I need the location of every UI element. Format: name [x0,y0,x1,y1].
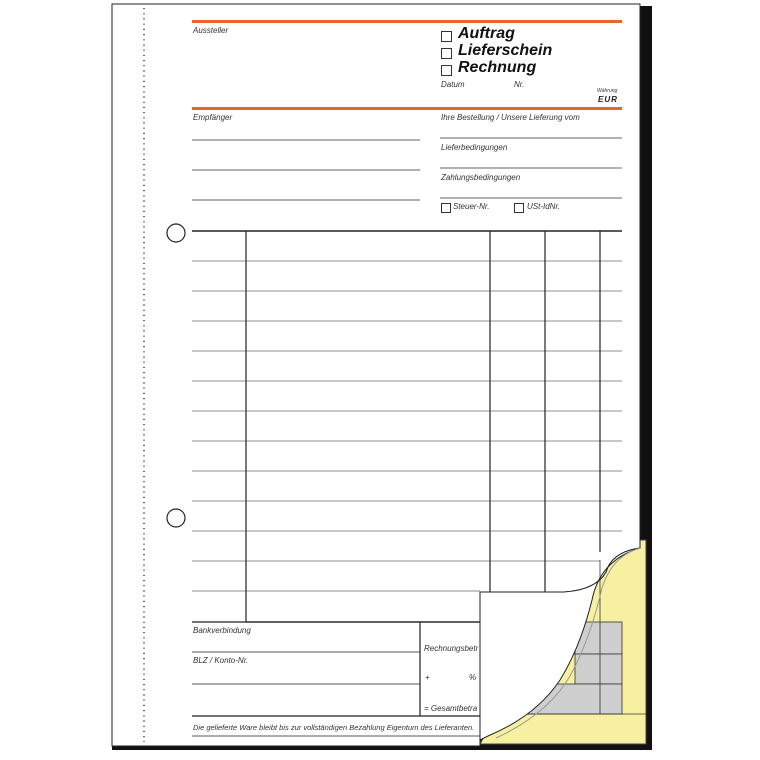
checkbox-lieferschein[interactable] [441,48,452,59]
footer-note: Die gelieferte Ware bleibt bis zur vollständigen Bezahlung Eigentum des Lieferanten. [193,723,475,732]
option-lieferschein-label: Lieferschein [458,42,553,59]
blz-konto-label: BLZ / Konto-Nr. [193,656,249,665]
orange-rule-top [192,20,622,23]
empfaenger-label: Empfänger [193,113,233,122]
checkbox-auftrag[interactable] [441,31,452,42]
checkbox-rechnung[interactable] [441,65,452,76]
checkbox-ust-idnr[interactable] [514,203,524,213]
percent-sign: % [469,673,477,682]
waehrung-label: Währung [597,88,618,94]
punch-hole-top [167,224,185,242]
aussteller-label: Aussteller [193,26,229,35]
plus-sign: + [425,673,430,682]
datum-label: Datum [441,80,465,89]
punch-hole-bottom [167,509,185,527]
bestellung-label: Ihre Bestellung / Unsere Lieferung vom [441,113,580,122]
zahlungsbedingungen-label: Zahlungsbedingungen [441,173,521,182]
steuer-nr-label: Steuer-Nr. [453,202,490,211]
nr-label: Nr. [514,80,525,89]
gesamtbetrag-label: = Gesamtbetra [424,704,478,713]
ust-idnr-label: USt-IdNr. [527,202,561,211]
currency-value: EUR [598,95,618,104]
option-auftrag-label: Auftrag [458,25,515,42]
bankverbindung-label: Bankverbindung [193,626,251,635]
rechnungsbetrag-label: Rechnungsbetr [424,644,479,653]
option-rechnung-label: Rechnung [458,59,537,76]
lieferbedingungen-label: Lieferbedingungen [441,143,508,152]
orange-rule-mid [192,107,622,110]
checkbox-steuer-nr[interactable] [441,203,451,213]
